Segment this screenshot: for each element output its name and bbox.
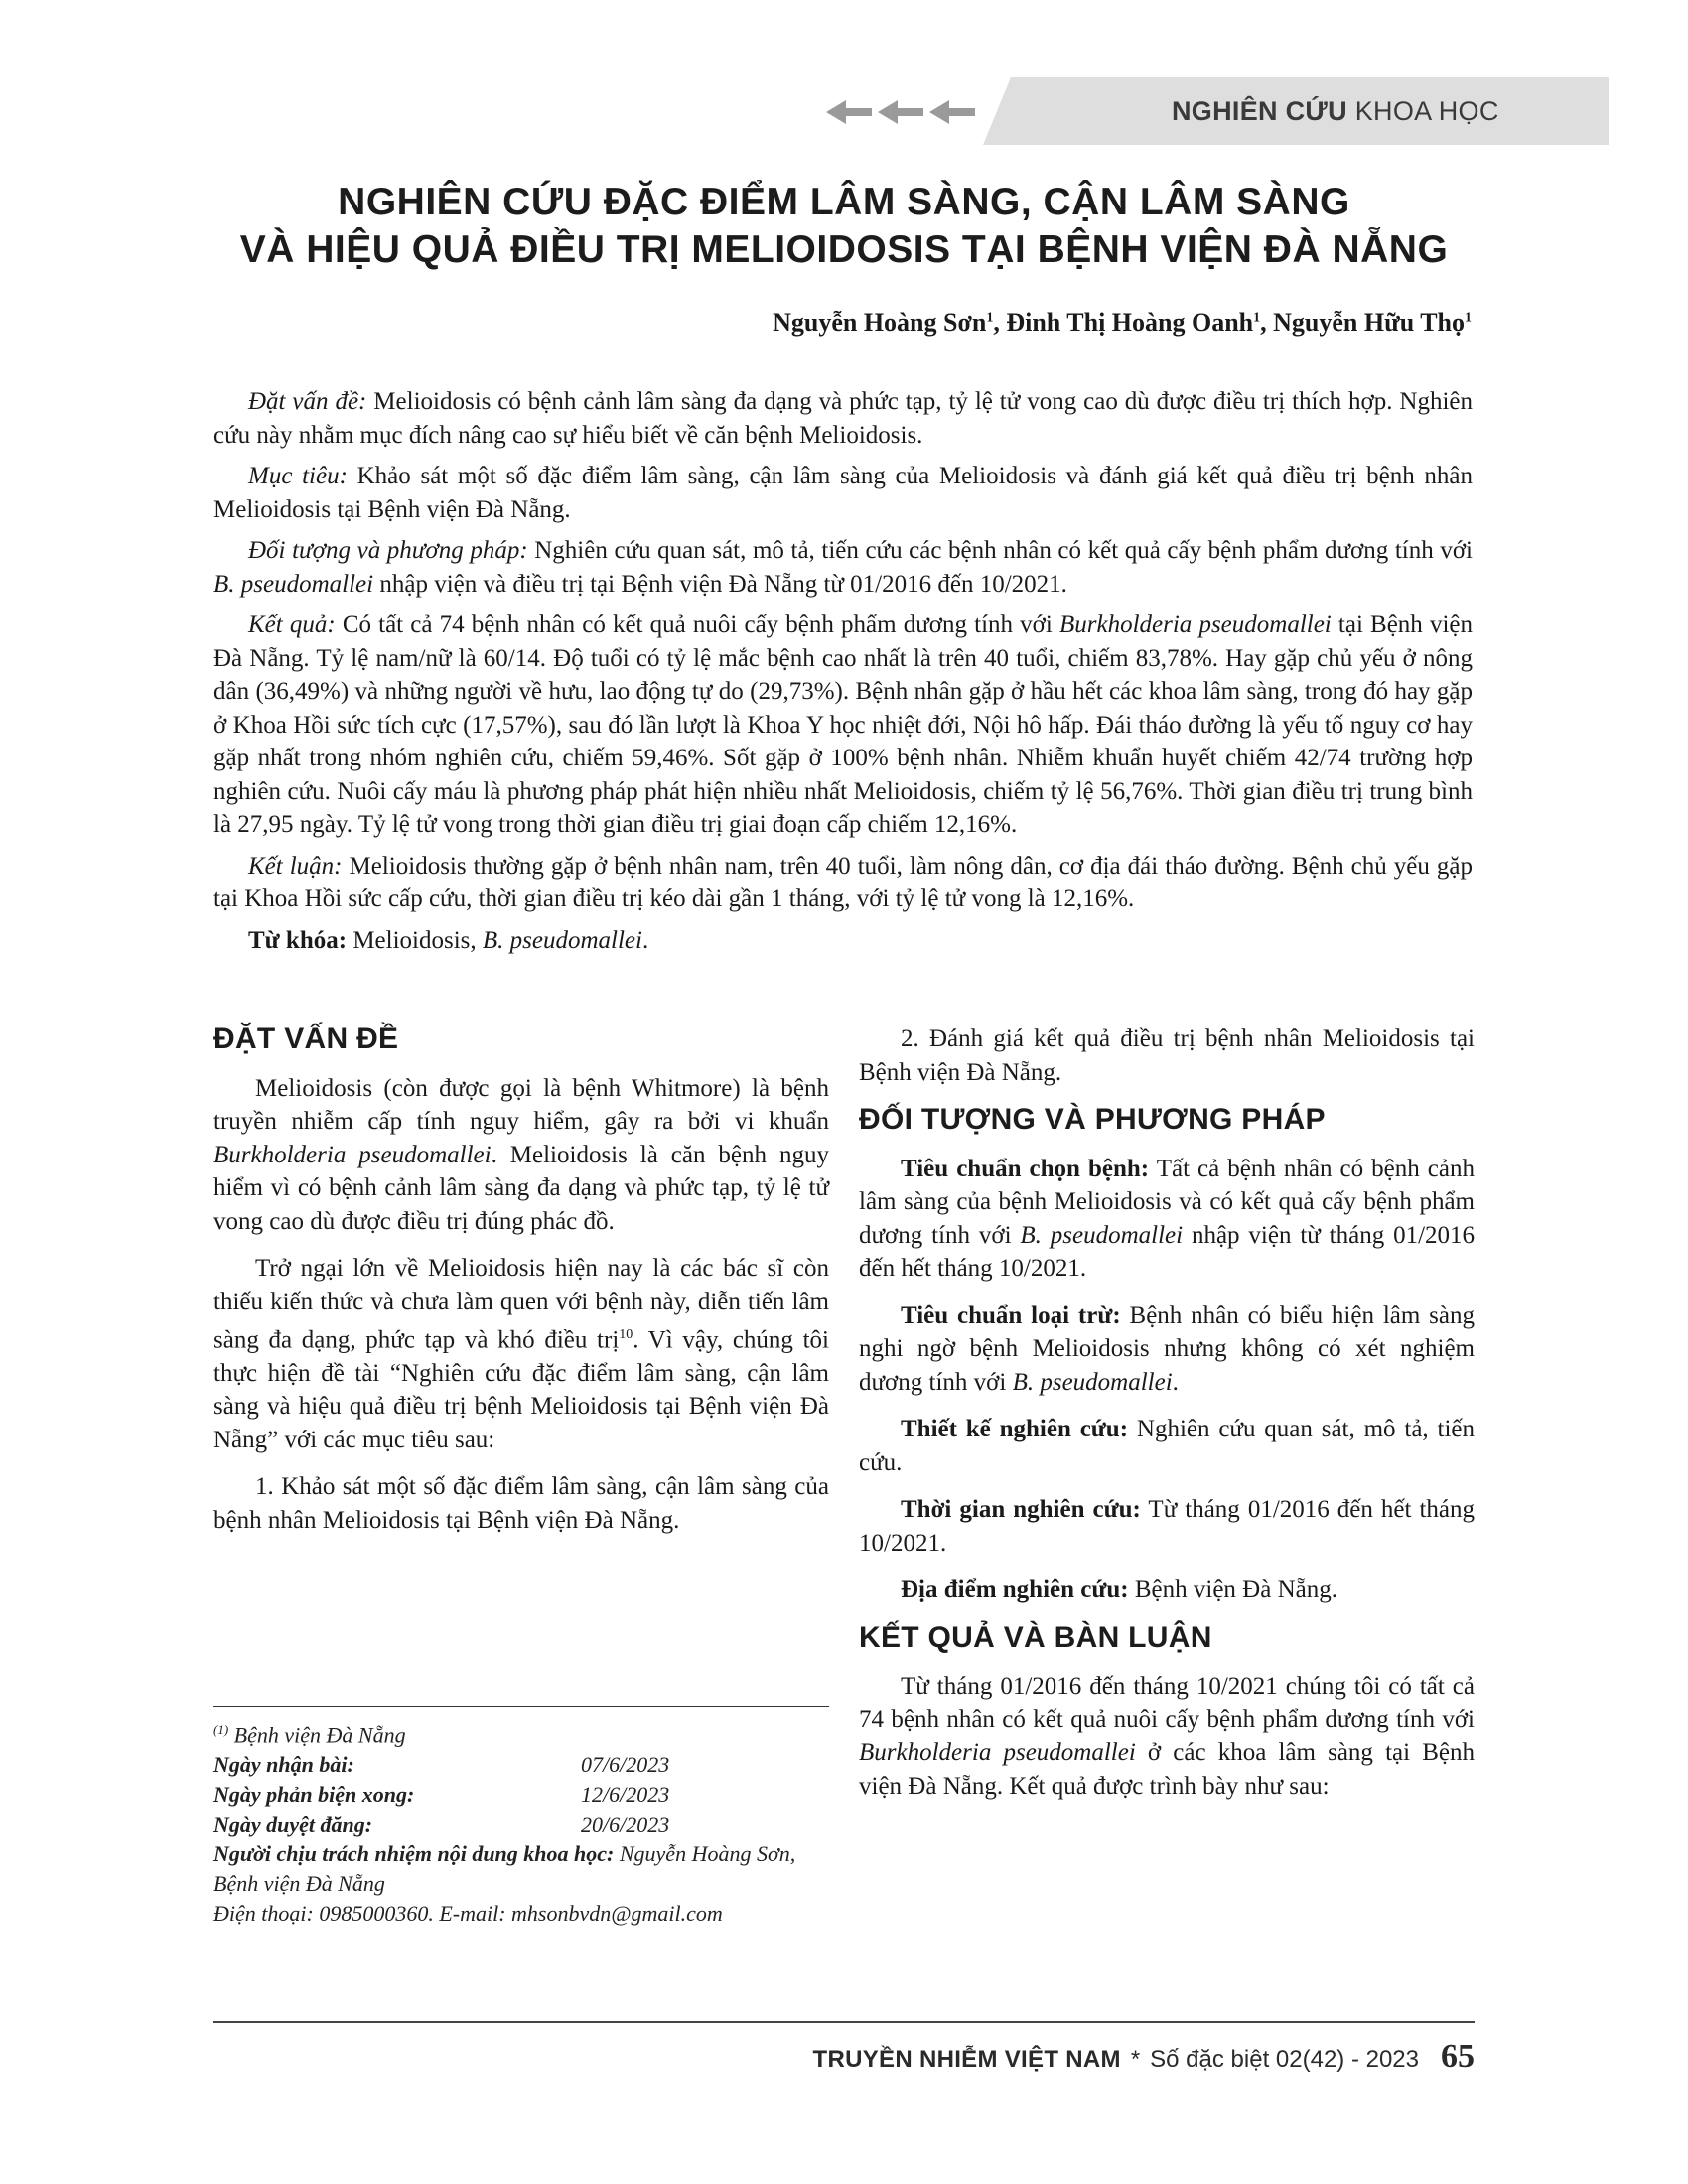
citation-ref[interactable]: 10 [619, 1327, 633, 1342]
objective-1: 1. Khảo sát một số đặc điểm lâm sàng, cận lâm sàng của bệnh nhân Melioidosis tại Bệnh viện Đà Nẵng. [213, 1473, 829, 1534]
study-location: Địa điểm nghiên cứu: Bệnh viện Đà Nẵng. [901, 1576, 1337, 1603]
study-design: Thiết kế nghiên cứu: Nghiên cứu quan sát, mô tả, tiến cứu. [859, 1416, 1475, 1476]
objective-2: 2. Đánh giá kết quả điều trị bệnh nhân Melioidosis tại Bệnh viện Đà Nẵng. [859, 1025, 1475, 1086]
intro-paragraph-1: Melioidosis (còn được gọi là bệnh Whitmore) là bệnh truyền nhiễm cấp tính nguy hiểm, gây ra bởi vi khuẩn Burkholderia pseudomallei. Melioidosis là căn bệnh nguy hiểm vì có bệnh cảnh lâm sàng đa dạng và phức tạp, tỷ lệ tử vong cao dù được điều trị đúng phác đồ. [213, 1074, 829, 1235]
title-line-2: VÀ HIỆU QUẢ ĐIỀU TRỊ MELIOIDOSIS TẠI BỆNH VIỆN ĐÀ NẴNG [239, 228, 1449, 271]
date-received: Ngày nhận bài: 07/6/2023 [213, 1752, 670, 1778]
abstract-methods: Đối tượng và phương pháp: Nghiên cứu quan sát, mô tả, tiến cứu các bệnh nhân có kết quả cấy bệnh phẩm dương tính với B. pseudomallei nhập viện và điều trị tại Bệnh viện Đà Nẵng từ 01/2016 đến 10/2021. [213, 537, 1473, 598]
affiliation: $^{(1)}$ Bệnh viện Đà Nẵng [213, 1722, 406, 1748]
study-period: Thời gian nghiên cứu: Từ tháng 01/2016 đến hết tháng 10/2021. [859, 1496, 1475, 1557]
author-1: Nguyễn Hoàng Sơn [773, 308, 987, 337]
left-column [213, 1023, 829, 1551]
right-column [859, 1023, 1475, 1817]
journal-name: TRUYỀN NHIỄM VIỆT NAM [812, 2046, 1121, 2073]
contact-info: Điện thoại: 0985000360. E-mail: mhsonbvdn@gmail.com [213, 1901, 723, 1927]
footer-divider [213, 2021, 1475, 2023]
date-reviewed: Ngày phản biện xong: 12/6/2023 [213, 1782, 670, 1808]
corresponding-author: Người chịu trách nhiệm nội dung khoa học: Nguyễn Hoàng Sơn, Bệnh viện Đà Nẵng [213, 1842, 796, 1897]
keywords: Từ khóa: Melioidosis, B. pseudomallei. [248, 926, 649, 954]
results-paragraph-1: Từ tháng 01/2016 đến tháng 10/2021 chúng tôi có tất cả 74 bệnh nhân có kết quả nuôi cấy bệnh phẩm dương tính với Burkholderia pseudomallei ở các khoa lâm sàng tại Bệnh viện Đà Nẵng. Kết quả được trình bày như sau: [859, 1673, 1475, 1800]
section-label: NGHIÊN CỨU KHOA HỌC [1172, 96, 1499, 126]
heading-results: KẾT QUẢ VÀ BÀN LUẬN [859, 1620, 1212, 1654]
abstract-objective: Mục tiêu: Khảo sát một số đặc điểm lâm sàng, cận lâm sàng của Melioidosis và đánh giá kết quả điều trị bệnh nhân Melioidosis tại Bệnh viện Đà Nẵng. [213, 463, 1474, 523]
title-line-1: NGHIÊN CỨU ĐẶC ĐIỂM LÂM SÀNG, CẬN LÂM SÀNG [338, 181, 1350, 223]
separator-star: * [1130, 2046, 1141, 2073]
date-accepted: Ngày duyệt đăng: 20/6/2023 [213, 1812, 670, 1838]
issue-label: Số đặc biệt 02(42) - 2023 [1150, 2046, 1419, 2073]
abstract-background: Đặt vấn đề: Melioidosis có bệnh cảnh lâm sàng đa dạng và phức tạp, tỷ lệ tử vong cao dù được điều trị thích hợp. Nghiên cứu này nhằm mục đích nâng cao sự hiểu biết về căn bệnh Melioidosis. [213, 388, 1473, 449]
footnote-block [213, 1715, 829, 1929]
author-2: Đinh Thị Hoàng Oanh [1006, 308, 1254, 337]
page-number: 65 [1441, 2038, 1475, 2075]
heading-introduction: ĐẶT VẤN ĐỀ [213, 1023, 399, 1055]
page-footer [813, 2038, 1476, 2076]
footnote-divider [213, 1706, 829, 1707]
abstract [213, 385, 1473, 965]
article-title [149, 179, 1539, 274]
intro-paragraph-2: Trở ngại lớn về Melioidosis hiện nay là các bác sĩ còn thiếu kiến thức và chưa làm quen với bệnh này, diễn tiến lâm sàng đa dạng, phức tạp và khó điều trị$^{10}$. Vì vậy, chúng tôi thực hiện đề tài “Nghiên cứu đặc điểm lâm sàng, cận lâm sàng và hiệu quả điều trị bệnh Melioidosis tại Bệnh viện Đà Nẵng” với các mục tiêu sau: [213, 1255, 829, 1453]
back-arrows-icon [824, 96, 983, 128]
abstract-results: Kết quả: Có tất cả 74 bệnh nhân có kết quả nuôi cấy bệnh phẩm dương tính với Burkholderia pseudomallei tại Bệnh viện Đà Nẵng. Tỷ lệ nam/nữ là 60/14. Độ tuổi có tỷ lệ mắc bệnh cao nhất là trên 40 tuổi, chiếm 83,78%. Hay gặp chủ yếu ở nông dân (36,49%) và những người về hưu, lao động tự do (29,73%). Bệnh nhân gặp ở hầu hết các khoa lâm sàng, trong đó hay gặp ở Khoa Hồi sức tích cực (17,57%), sau đó lần lượt là Khoa Y học nhiệt đới, Nội hô hấp. Đái tháo đường là yếu tố nguy cơ hay gặp nhất trong nhóm nghiên cứu, chiếm 59,46%. Sốt gặp ở 100% bệnh nhân. Nhiễm khuẩn huyết chiếm 42/74 trường hợp nghiên cứu. Nuôi cấy máu là phương pháp phát hiện nhiều nhất Melioidosis, chiếm tỷ lệ 56,76%. Thời gian điều trị trung bình là 27,95 ngày. Tỷ lệ tử vong trong thời gian điều trị giai đoạn cấp chiếm 12,16%. [213, 612, 1473, 838]
author-3: Nguyễn Hữu Thọ [1273, 308, 1465, 337]
inclusion-criteria: Tiêu chuẩn chọn bệnh: Tất cả bệnh nhân có bệnh cảnh lâm sàng của bệnh Melioidosis và có kết quả cấy bệnh phẩm dương tính với B. pseudomallei nhập viện từ tháng 01/2016 đến hết tháng 10/2021. [859, 1155, 1476, 1282]
heading-methods: ĐỐI TƯỢNG VÀ PHƯƠNG PHÁP [859, 1103, 1326, 1136]
abstract-conclusion: Kết luận: Melioidosis thường gặp ở bệnh nhân nam, trên 40 tuổi, làm nông dân, cơ địa đái tháo đường. Bệnh chủ yếu gặp tại Khoa Hồi sức cấp cứu, thời gian điều trị kéo dài gần 1 tháng, với tỷ lệ tử vong là 12,16%. [213, 852, 1473, 912]
author-list: Nguyễn Hoàng Sơn$^1$, Đinh Thị Hoàng Oanh$^1$, Nguyễn Hữu Thọ$^1$ [773, 308, 1472, 337]
exclusion-criteria: Tiêu chuẩn loại trừ: Bệnh nhân có biểu hiện lâm sàng nghi ngờ bệnh Melioidosis nhưng không có xét nghiệm dương tính với B. pseudomallei. [859, 1301, 1475, 1396]
